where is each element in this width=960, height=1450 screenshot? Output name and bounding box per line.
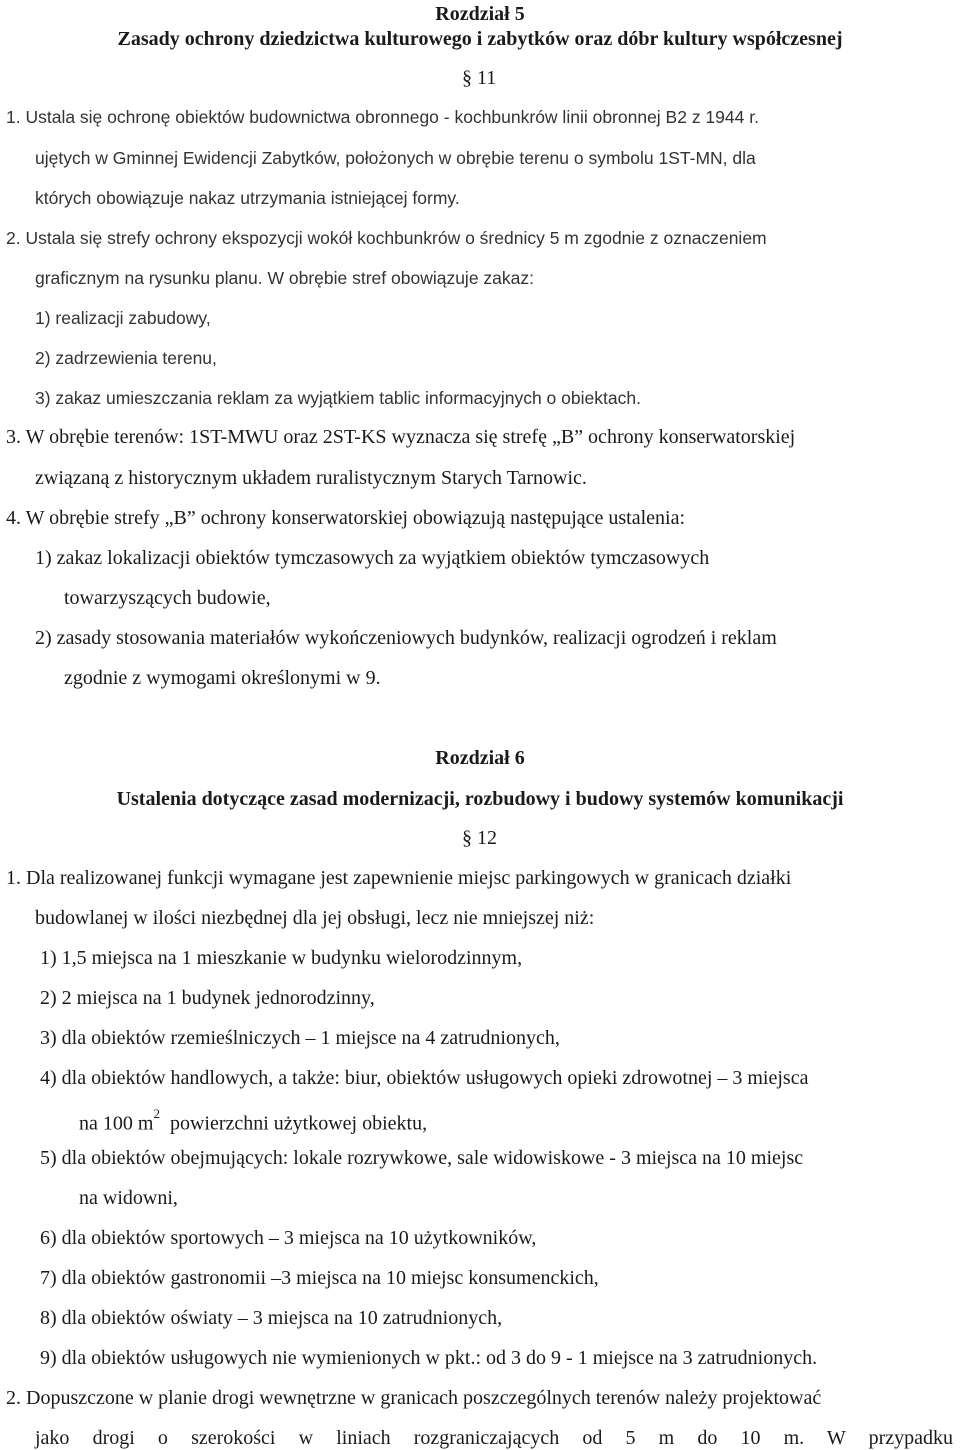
section-sign: § (462, 827, 472, 849)
list-item-continuation: na 100 $m^2$ powierzchni użytkowej obiektu, (79, 1106, 428, 1135)
list-item: 1) realizacji zabudowy, (35, 308, 211, 328)
list-item: 2) 2 miejsca na 1 budynek jednorodzinny, (40, 987, 375, 1009)
chapter-subtitle: Zasady ochrony dziedzictwa kulturowego i zabytków oraz dóbr kultury współczesnej (117, 28, 843, 50)
list-item: 9) dla obiektów usługowych nie wymienionych w pkt.: od 3 do 9 - 1 miejsce na 3 zatrudnionych. (40, 1347, 818, 1369)
paragraph-line: ujętych w Gminnej Ewidencji Zabytków, położonych w obrębie terenu o symbolu 1ST-MN, dla (35, 148, 756, 168)
list-item: 3) dla obiektów rzemieślniczych – 1 miejsce na 4 zatrudnionych, (40, 1027, 560, 1049)
paragraph-line: 1. Ustala się ochronę obiektów budownictwa obronnego - kochbunkrów linii obronnej B2 z 1944 r. (6, 107, 759, 127)
paragraph-line: graficznym na rysunku planu. W obrębie stref obowiązuje zakaz: (35, 268, 534, 288)
list-item: 6) dla obiektów sportowych – 3 miejsca na 10 użytkowników, (40, 1227, 537, 1249)
paragraph-line: 2. Dopuszczone w planie drogi wewnętrzne w granicach poszczególnych terenów należy projektować (6, 1387, 822, 1409)
list-item: 4) dla obiektów handlowych, a także: biur, obiektów usługowych opieki zdrowotnej – 3 miejsca (40, 1067, 809, 1089)
paragraph-line: budowlanej w ilości niezbędnej dla jej obsługi, lecz nie mniejszej niż: (35, 907, 595, 929)
list-item: 5) dla obiektów obejmujących: lokale rozrywkowe, sale widowiskowe - 3 miejsca na 10 miejsc (40, 1147, 804, 1169)
list-item: 1) 1,5 miejsca na 1 mieszkanie w budynku wielorodzinnym, (40, 947, 523, 969)
list-item-continuation: towarzyszących budowie, (64, 587, 271, 609)
chapter-title: Rozdział 5 (435, 3, 525, 25)
list-item: 2) zasady stosowania materiałów wykończeniowych budynków, realizacji ogrodzeń i reklam (35, 627, 777, 649)
superscript: 2 (153, 1106, 160, 1121)
list-item: 8) dla obiektów oświaty – 3 miejsca na 10 zatrudnionych, (40, 1307, 503, 1329)
paragraph-line: 1. Dla realizowanej funkcji wymagane jest zapewnienie miejsc parkingowych w granicach działki (6, 867, 792, 889)
list-item-continuation: zgodnie z wymogami określonymi w 9. (64, 667, 381, 689)
paragraph-line: których obowiązuje nakaz utrzymania istniejącej formy. (35, 188, 460, 208)
chapter-title: Rozdział 6 (435, 747, 525, 769)
paragraph-line: 4. W obrębie strefy „B” ochrony konserwatorskiej obowiązują następujące ustalenia: (6, 507, 686, 529)
section-heading: § 11 (462, 67, 497, 89)
paragraph-line: związaną z historycznym układem ruralistycznym Starych Tarnowic. (35, 467, 587, 489)
list-item: 7) dla obiektów gastronomii –3 miejsca na 10 miejsc konsumenckich, (40, 1267, 599, 1289)
paragraph-line: jako drogi o szerokości w liniach rozgraniczających od 5 m do 10 m. W przypadku (35, 1427, 953, 1449)
list-item: 1) zakaz lokalizacji obiektów tymczasowych za wyjątkiem obiektów tymczasowych (35, 547, 710, 569)
paragraph-line: 3. W obrębie terenów: 1ST-MWU oraz 2ST-KS wyznacza się strefę „B” ochrony konserwatorskiej (6, 426, 796, 448)
section-heading: § 12 (462, 827, 497, 849)
chapter-subtitle: Ustalenia dotyczące zasad modernizacji, rozbudowy i budowy systemów komunikacji (116, 788, 844, 810)
list-item-continuation: na widowni, (79, 1187, 178, 1209)
list-item: 3) zakaz umieszczania reklam za wyjątkiem tablic informacyjnych o obiektach. (35, 388, 641, 408)
paragraph-line: 2. Ustala się strefy ochrony ekspozycji wokół kochbunkrów o średnicy 5 m zgodnie z oznaczeniem (6, 228, 767, 248)
list-item: 2) zadrzewienia terenu, (35, 348, 217, 368)
section-sign: § (462, 67, 472, 89)
